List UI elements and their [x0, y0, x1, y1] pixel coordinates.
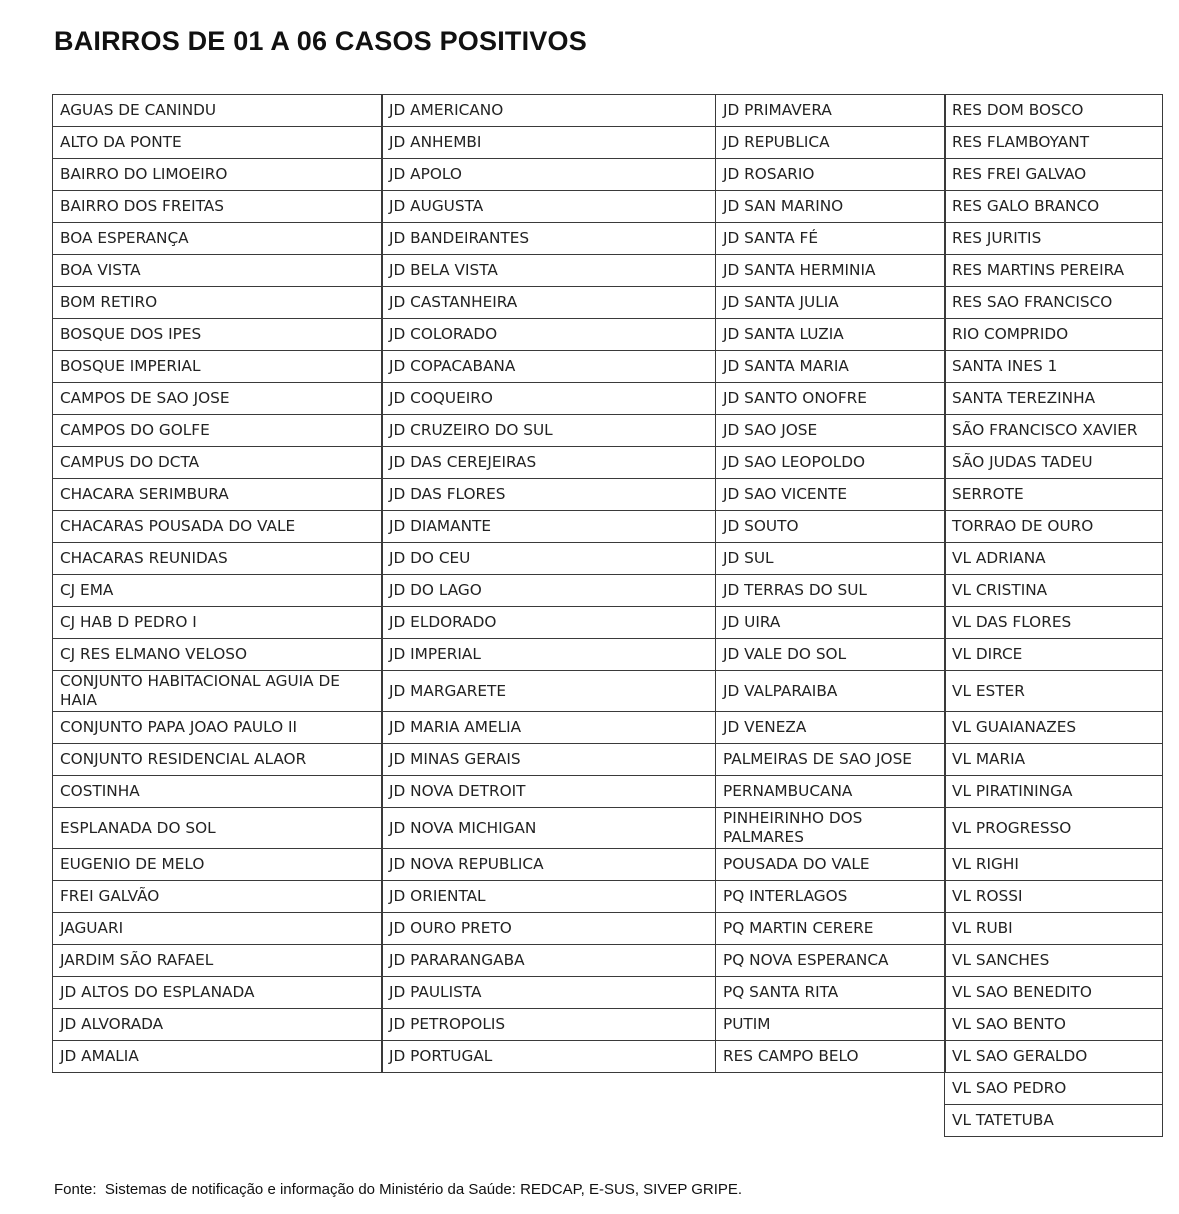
neighborhood-cell: VL SAO BENTO — [944, 1008, 1163, 1041]
neighborhood-cell: BAIRRO DO LIMOEIRO — [52, 158, 383, 191]
neighborhood-cell: JD PETROPOLIS — [381, 1008, 716, 1041]
neighborhood-cell: JD MARGARETE — [381, 670, 716, 712]
neighborhood-cell: JD NOVA MICHIGAN — [381, 807, 716, 849]
neighborhood-cell: VL TATETUBA — [944, 1104, 1163, 1137]
neighborhood-cell: SANTA TEREZINHA — [944, 382, 1163, 415]
neighborhood-cell: EUGENIO DE MELO — [52, 848, 383, 881]
neighborhood-cell: JD NOVA DETROIT — [381, 775, 716, 808]
neighborhood-column-2 — [381, 94, 716, 1073]
neighborhood-cell: JD CRUZEIRO DO SUL — [381, 414, 716, 447]
neighborhood-cell: ALTO DA PONTE — [52, 126, 383, 159]
neighborhood-cell: BOSQUE DOS IPES — [52, 318, 383, 351]
neighborhood-cell: JD AUGUSTA — [381, 190, 716, 223]
neighborhood-cell: CAMPUS DO DCTA — [52, 446, 383, 479]
neighborhood-cell: JD ELDORADO — [381, 606, 716, 639]
neighborhood-cell: JD ROSARIO — [715, 158, 946, 191]
neighborhood-cell: VL ADRIANA — [944, 542, 1163, 575]
neighborhood-cell: JD SANTO ONOFRE — [715, 382, 946, 415]
neighborhood-cell: JD COPACABANA — [381, 350, 716, 383]
neighborhood-cell: JD AMERICANO — [381, 94, 716, 127]
neighborhood-cell: JD PARARANGABA — [381, 944, 716, 977]
neighborhood-cell: POUSADA DO VALE — [715, 848, 946, 881]
neighborhood-cell: JD SAO LEOPOLDO — [715, 446, 946, 479]
neighborhood-cell: JD ALTOS DO ESPLANADA — [52, 976, 383, 1009]
neighborhood-cell: JD DAS CEREJEIRAS — [381, 446, 716, 479]
neighborhood-cell: PQ INTERLAGOS — [715, 880, 946, 913]
neighborhood-cell: VL PROGRESSO — [944, 807, 1163, 849]
neighborhood-cell: VL ROSSI — [944, 880, 1163, 913]
neighborhood-cell: JD VENEZA — [715, 711, 946, 744]
neighborhood-cell: JD PAULISTA — [381, 976, 716, 1009]
neighborhood-cell: JD ALVORADA — [52, 1008, 383, 1041]
neighborhood-column-3 — [715, 94, 946, 1073]
neighborhood-cell: RES CAMPO BELO — [715, 1040, 946, 1073]
neighborhood-cell: COSTINHA — [52, 775, 383, 808]
neighborhood-cell: RES JURITIS — [944, 222, 1163, 255]
neighborhood-cell: JD DO LAGO — [381, 574, 716, 607]
neighborhood-cell: VL ESTER — [944, 670, 1163, 712]
neighborhood-cell: JD AMALIA — [52, 1040, 383, 1073]
neighborhood-cell: JD BELA VISTA — [381, 254, 716, 287]
neighborhood-cell: CONJUNTO RESIDENCIAL ALAOR — [52, 743, 383, 776]
neighborhood-cell: VL SAO BENEDITO — [944, 976, 1163, 1009]
neighborhood-cell: SANTA INES 1 — [944, 350, 1163, 383]
neighborhood-cell: JD MARIA AMELIA — [381, 711, 716, 744]
neighborhood-cell: SERROTE — [944, 478, 1163, 511]
neighborhood-cell: JD DAS FLORES — [381, 478, 716, 511]
neighborhood-cell: RES FLAMBOYANT — [944, 126, 1163, 159]
neighborhood-cell: BOM RETIRO — [52, 286, 383, 319]
neighborhood-cell: JD UIRA — [715, 606, 946, 639]
neighborhood-cell: JD SAO VICENTE — [715, 478, 946, 511]
neighborhood-cell: CONJUNTO PAPA JOAO PAULO II — [52, 711, 383, 744]
neighborhood-cell: JD IMPERIAL — [381, 638, 716, 671]
neighborhood-cell: JD CASTANHEIRA — [381, 286, 716, 319]
neighborhood-cell: JD DIAMANTE — [381, 510, 716, 543]
neighborhood-cell: JD PORTUGAL — [381, 1040, 716, 1073]
neighborhood-cell: VL RUBI — [944, 912, 1163, 945]
neighborhood-cell: CAMPOS DO GOLFE — [52, 414, 383, 447]
neighborhood-cell: JD SANTA JULIA — [715, 286, 946, 319]
neighborhood-cell: VL SAO PEDRO — [944, 1072, 1163, 1105]
neighborhood-cell: JD SANTA LUZIA — [715, 318, 946, 351]
neighborhood-cell: JD SUL — [715, 542, 946, 575]
neighborhood-column-4 — [944, 94, 1163, 1137]
neighborhood-cell: JD ORIENTAL — [381, 880, 716, 913]
neighborhood-cell: SÃO JUDAS TADEU — [944, 446, 1163, 479]
neighborhood-cell: VL MARIA — [944, 743, 1163, 776]
neighborhood-cell: AGUAS DE CANINDU — [52, 94, 383, 127]
page-title: BAIRROS DE 01 A 06 CASOS POSITIVOS — [54, 26, 587, 56]
neighborhood-cell: BOA ESPERANÇA — [52, 222, 383, 255]
neighborhood-cell: VL DAS FLORES — [944, 606, 1163, 639]
neighborhood-cell: FREI GALVÃO — [52, 880, 383, 913]
neighborhood-cell: JD SAN MARINO — [715, 190, 946, 223]
neighborhood-cell: VL CRISTINA — [944, 574, 1163, 607]
neighborhood-cell: SÃO FRANCISCO XAVIER — [944, 414, 1163, 447]
neighborhood-cell: PUTIM — [715, 1008, 946, 1041]
neighborhood-cell: RIO COMPRIDO — [944, 318, 1163, 351]
neighborhood-cell: JD VALE DO SOL — [715, 638, 946, 671]
neighborhood-cell: JD BANDEIRANTES — [381, 222, 716, 255]
neighborhood-cell: JD OURO PRETO — [381, 912, 716, 945]
neighborhood-cell: CONJUNTO HABITACIONAL AGUIA DE HAIA — [52, 670, 383, 712]
neighborhood-cell: JD SOUTO — [715, 510, 946, 543]
neighborhood-cell: RES MARTINS PEREIRA — [944, 254, 1163, 287]
neighborhood-cell: TORRAO DE OURO — [944, 510, 1163, 543]
neighborhood-cell: JD NOVA REPUBLICA — [381, 848, 716, 881]
neighborhood-cell: BOA VISTA — [52, 254, 383, 287]
neighborhood-cell: VL SAO GERALDO — [944, 1040, 1163, 1073]
neighborhood-cell: VL RIGHI — [944, 848, 1163, 881]
neighborhood-cell: BOSQUE IMPERIAL — [52, 350, 383, 383]
neighborhood-cell: JD SANTA FÉ — [715, 222, 946, 255]
neighborhood-cell: VL PIRATININGA — [944, 775, 1163, 808]
neighborhood-cell: RES FREI GALVAO — [944, 158, 1163, 191]
neighborhood-cell: BAIRRO DOS FREITAS — [52, 190, 383, 223]
neighborhood-cell: JD SANTA MARIA — [715, 350, 946, 383]
neighborhood-cell: PQ NOVA ESPERANCA — [715, 944, 946, 977]
neighborhood-cell: JD SANTA HERMINIA — [715, 254, 946, 287]
neighborhood-cell: VL DIRCE — [944, 638, 1163, 671]
source-footnote: Fonte: Sistemas de notificação e informação do Ministério da Saúde: REDCAP, E-SUS, SIVEP GRIPE. — [54, 1181, 743, 1198]
neighborhood-cell: RES SAO FRANCISCO — [944, 286, 1163, 319]
neighborhood-cell: RES GALO BRANCO — [944, 190, 1163, 223]
neighborhood-cell: PQ MARTIN CERERE — [715, 912, 946, 945]
neighborhood-cell: JD DO CEU — [381, 542, 716, 575]
neighborhood-cell: JD COLORADO — [381, 318, 716, 351]
neighborhood-cell: PINHEIRINHO DOS PALMARES — [715, 807, 946, 849]
neighborhood-column-1 — [52, 94, 383, 1073]
neighborhood-cell: CJ EMA — [52, 574, 383, 607]
neighborhood-cell: VL GUAIANAZES — [944, 711, 1163, 744]
neighborhood-cell: JD TERRAS DO SUL — [715, 574, 946, 607]
neighborhood-cell: CAMPOS DE SAO JOSE — [52, 382, 383, 415]
neighborhood-cell: CHACARAS POUSADA DO VALE — [52, 510, 383, 543]
neighborhood-cell: JD SAO JOSE — [715, 414, 946, 447]
neighborhood-cell: JD COQUEIRO — [381, 382, 716, 415]
neighborhood-cell: PALMEIRAS DE SAO JOSE — [715, 743, 946, 776]
neighborhood-cell: JD PRIMAVERA — [715, 94, 946, 127]
neighborhood-cell: ESPLANADA DO SOL — [52, 807, 383, 849]
neighborhood-cell: VL SANCHES — [944, 944, 1163, 977]
neighborhood-cell: JD ANHEMBI — [381, 126, 716, 159]
neighborhood-cell: PQ SANTA RITA — [715, 976, 946, 1009]
neighborhood-cell: JD VALPARAIBA — [715, 670, 946, 712]
neighborhood-cell: CHACARA SERIMBURA — [52, 478, 383, 511]
neighborhood-cell: RES DOM BOSCO — [944, 94, 1163, 127]
neighborhood-cell: JARDIM SÃO RAFAEL — [52, 944, 383, 977]
neighborhood-cell: PERNAMBUCANA — [715, 775, 946, 808]
neighborhood-cell: JD REPUBLICA — [715, 126, 946, 159]
neighborhood-cell: JD APOLO — [381, 158, 716, 191]
neighborhood-cell: JAGUARI — [52, 912, 383, 945]
neighborhood-cell: CJ RES ELMANO VELOSO — [52, 638, 383, 671]
neighborhood-cell: CHACARAS REUNIDAS — [52, 542, 383, 575]
neighborhood-cell: CJ HAB D PEDRO I — [52, 606, 383, 639]
neighborhood-cell: JD MINAS GERAIS — [381, 743, 716, 776]
